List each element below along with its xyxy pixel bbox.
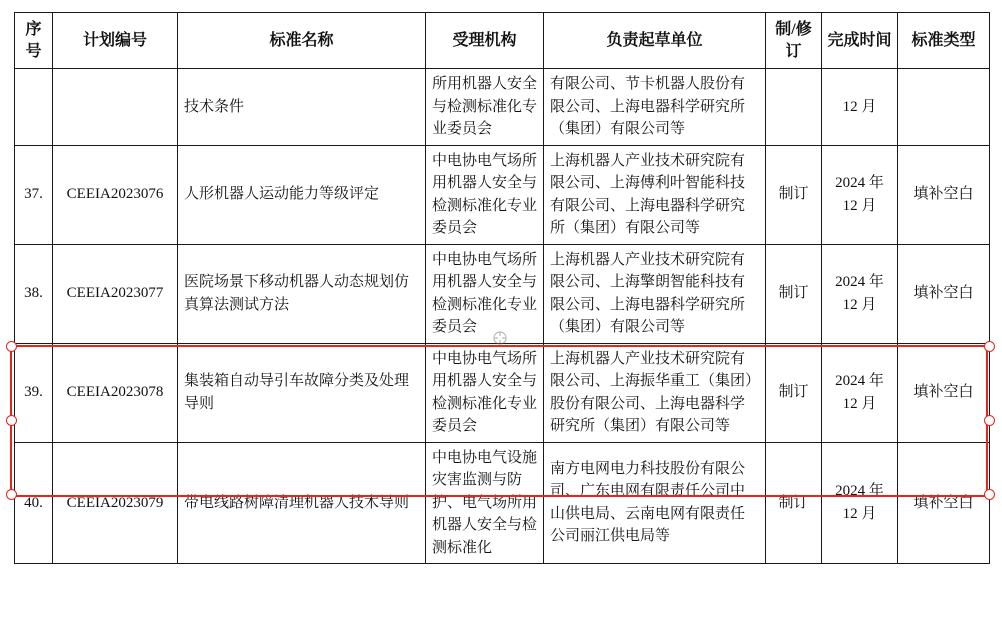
cell-finish-time: 2024 年12 月 xyxy=(822,442,898,564)
cell-std-category xyxy=(898,69,990,146)
cell-standard-name: 集装箱自动导引车故障分类及处理导则 xyxy=(178,343,426,442)
cell-accept-org: 中电协电气场所用机器人安全与检测标准化专业委员会 xyxy=(426,244,544,343)
table-header-row xyxy=(15,13,990,69)
cursor-icon xyxy=(492,330,508,346)
cell-std-category: 填补空白 xyxy=(898,343,990,442)
cell-std-category: 填补空白 xyxy=(898,145,990,244)
cell-type: 制订 xyxy=(766,442,822,564)
header-finish-time: 完成时间 xyxy=(822,13,898,69)
cell-accept-org: 中电协电气设施灾害监测与防护、电气场所用机器人安全与检测标准化 xyxy=(426,442,544,564)
cell-finish-time: 12 月 xyxy=(822,69,898,146)
standards-table xyxy=(14,12,990,564)
cell-draft-unit: 上海机器人产业技术研究院有限公司、上海擎朗智能科技有限公司、上海电器科学研究所（集团）有限公司等 xyxy=(544,244,766,343)
cell-draft-unit: 上海机器人产业技术研究院有限公司、上海振华重工（集团）股份有限公司、上海电器科学研究所（集团）有限公司等 xyxy=(544,343,766,442)
header-draft-unit: 负责起草单位 xyxy=(544,13,766,69)
selection-handle-bottom-right[interactable] xyxy=(984,489,995,500)
cell-standard-name: 带电线路树障清理机器人技术导则 xyxy=(178,442,426,564)
table-row-highlighted xyxy=(15,343,990,442)
table-row xyxy=(15,69,990,146)
cell-plan-no: CEEIA2023078 xyxy=(53,343,178,442)
header-type: 制/修订 xyxy=(766,13,822,69)
header-accept-org: 受理机构 xyxy=(426,13,544,69)
cell-seq: 40. xyxy=(15,442,53,564)
cell-accept-org: 中电协电气场所用机器人安全与检测标准化专业委员会 xyxy=(426,343,544,442)
cell-std-category: 填补空白 xyxy=(898,244,990,343)
cell-draft-unit: 南方电网电力科技股份有限公司、广东电网有限责任公司中山供电局、云南电网有限责任公司丽江供电局等 xyxy=(544,442,766,564)
cell-seq xyxy=(15,69,53,146)
selection-handle-right[interactable] xyxy=(984,415,995,426)
cell-type: 制订 xyxy=(766,145,822,244)
header-plan-no: 计划编号 xyxy=(53,13,178,69)
cell-standard-name: 技术条件 xyxy=(178,69,426,146)
header-std-category: 标准类型 xyxy=(898,13,990,69)
cell-type: 制订 xyxy=(766,343,822,442)
cell-plan-no: CEEIA2023076 xyxy=(53,145,178,244)
cell-finish-time: 2024 年12 月 xyxy=(822,343,898,442)
cell-seq: 38. xyxy=(15,244,53,343)
selection-handle-top-right[interactable] xyxy=(984,341,995,352)
cell-seq: 39. xyxy=(15,343,53,442)
cell-finish-time: 2024 年12 月 xyxy=(822,244,898,343)
cell-standard-name: 医院场景下移动机器人动态规划仿真算法测试方法 xyxy=(178,244,426,343)
cell-accept-org: 所用机器人安全与检测标准化专业委员会 xyxy=(426,69,544,146)
selection-handle-bottom-left[interactable] xyxy=(6,489,17,500)
table-row xyxy=(15,145,990,244)
cell-draft-unit: 上海机器人产业技术研究院有限公司、上海傅利叶智能科技有限公司、上海电器科学研究所（集团）有限公司等 xyxy=(544,145,766,244)
table-row xyxy=(15,442,990,564)
cell-type: 制订 xyxy=(766,244,822,343)
cell-std-category: 填补空白 xyxy=(898,442,990,564)
selection-handle-left[interactable] xyxy=(6,415,17,426)
cell-draft-unit: 有限公司、节卡机器人股份有限公司、上海电器科学研究所（集团）有限公司等 xyxy=(544,69,766,146)
header-seq: 序号 xyxy=(15,13,53,69)
cell-accept-org: 中电协电气场所用机器人安全与检测标准化专业委员会 xyxy=(426,145,544,244)
header-standard-name: 标准名称 xyxy=(178,13,426,69)
cell-seq: 37. xyxy=(15,145,53,244)
table-row xyxy=(15,244,990,343)
cell-standard-name: 人形机器人运动能力等级评定 xyxy=(178,145,426,244)
cell-plan-no: CEEIA2023077 xyxy=(53,244,178,343)
cell-type xyxy=(766,69,822,146)
cell-plan-no: CEEIA2023079 xyxy=(53,442,178,564)
cell-finish-time: 2024 年12 月 xyxy=(822,145,898,244)
cell-plan-no xyxy=(53,69,178,146)
selection-handle-top-left[interactable] xyxy=(6,341,17,352)
